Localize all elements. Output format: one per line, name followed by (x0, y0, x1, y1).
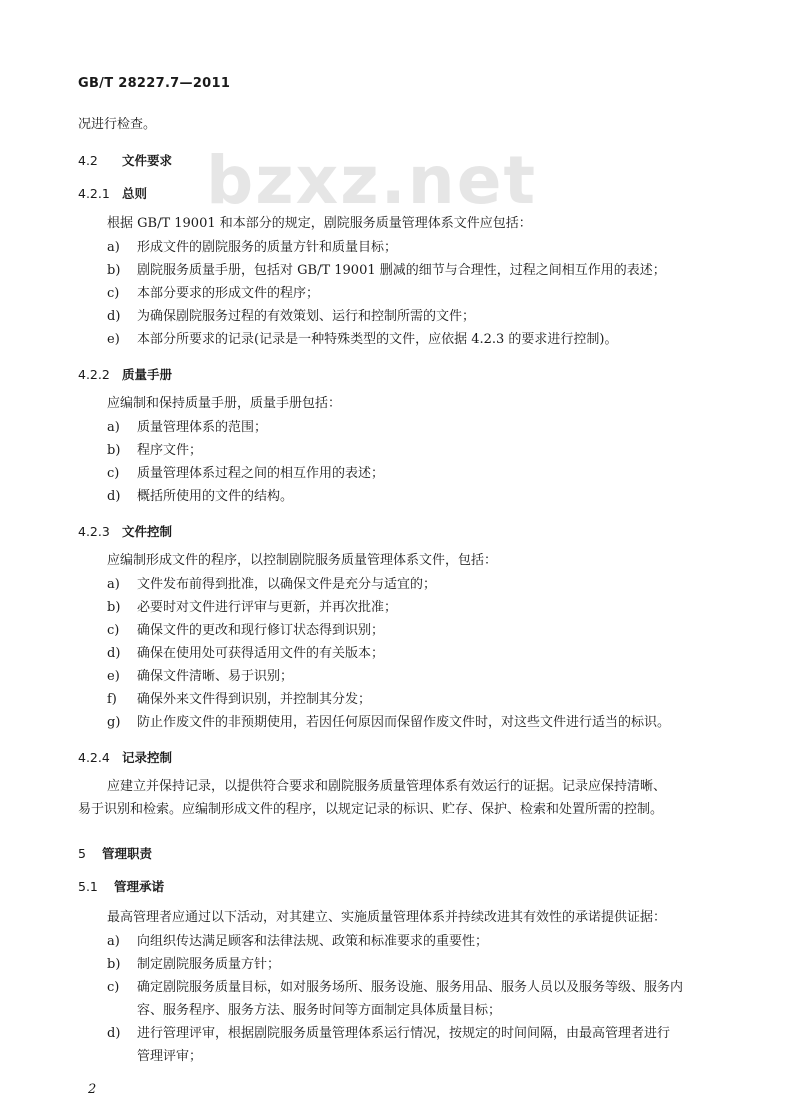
page-number: 2 (88, 1082, 97, 1097)
list-item (107, 600, 397, 615)
list-text: 确保外来文件得到识别，并控制其分发； (137, 692, 372, 707)
heading-title: 管理承诺 (114, 879, 165, 894)
list-label: g) (107, 715, 121, 730)
list-text: 防止作废文件的非预期使用，若因任何原因而保留作废文件时，对这些文件进行适当的标识。 (137, 715, 671, 730)
list-item-continuation (107, 1003, 501, 1018)
list-text: 形成文件的剧院服务的质量方针和质量目标； (137, 240, 398, 255)
list-text: 必要时对文件进行评审与更新，并再次批准； (137, 600, 398, 615)
heading-5-1 (78, 877, 164, 895)
list-item (107, 692, 371, 707)
list-text: 管理评审； (137, 1049, 203, 1064)
heading-4-2-3 (78, 522, 172, 540)
list-item (107, 489, 293, 504)
standard-header: GB/T 28227.7—2011 (78, 76, 231, 91)
list-label: b) (107, 263, 121, 278)
list-label: f) (107, 692, 117, 707)
heading-4-2-4 (78, 748, 172, 766)
list-item (107, 577, 436, 592)
heading-title: 总则 (122, 186, 148, 201)
list-label: e) (107, 332, 120, 347)
list-text: 确保在使用处可获得适用文件的有关版本； (137, 646, 385, 661)
list-text: 概括所使用的文件的结构。 (137, 489, 294, 504)
list-item (107, 1026, 670, 1041)
list-item-continuation (107, 1049, 202, 1064)
list-item (107, 957, 280, 972)
list-item (107, 286, 319, 301)
list-text: 剧院服务质量手册，包括对 GB/T 19001 删减的细节与合理性，过程之间相互作用的表述； (137, 263, 666, 278)
list-item (107, 623, 384, 638)
paragraph: 最高管理者应通过以下活动，对其建立、实施质量管理体系并持续改进其有效性的承诺提供证据： (107, 910, 667, 925)
list-text: 为确保剧院服务过程的有效策划、运行和控制所需的文件； (137, 309, 476, 324)
paragraph-line: 易于识别和检索。应编制形成文件的程序，以规定记录的标识、贮存、保护、检索和处置所需的控制。 (78, 802, 664, 817)
list-item (107, 332, 618, 347)
list-label: c) (107, 623, 120, 638)
paragraph: 根据 GB/T 19001 和本部分的规定，剧院服务质量管理体系文件应包括： (107, 216, 532, 231)
list-text: 确定剧院服务质量目标，如对服务场所、服务设施、服务用品、服务人员以及服务等级、服务内 (137, 980, 684, 995)
list-label: c) (107, 466, 120, 481)
list-label: b) (107, 600, 121, 615)
list-item (107, 715, 670, 730)
list-text: 向组织传达满足顾客和法律法规、政策和标准要求的重要性； (137, 934, 489, 949)
heading-title: 文件控制 (122, 524, 173, 539)
list-label: d) (107, 489, 121, 504)
list-label: a) (107, 934, 120, 949)
heading-title: 质量手册 (122, 367, 173, 382)
list-item (107, 309, 475, 324)
intro-line: 况进行检查。 (78, 117, 157, 132)
list-text: 确保文件的更改和现行修订状态得到识别； (137, 623, 385, 638)
list-label: b) (107, 957, 121, 972)
list-label: b) (107, 443, 121, 458)
heading-4-2-1 (78, 184, 147, 202)
list-item (107, 420, 267, 435)
list-text: 程序文件； (137, 443, 203, 458)
paragraph: 应编制和保持质量手册，质量手册包括： (107, 396, 342, 411)
heading-number: 4.2.2 (78, 367, 110, 382)
list-item (107, 980, 683, 995)
heading-4-2-2 (78, 365, 172, 383)
heading-title: 文件要求 (122, 153, 173, 168)
paragraph-line: 应建立并保持记录，以提供符合要求和剧院服务质量管理体系有效运行的证据。记录应保持清晰、 (107, 779, 667, 794)
list-text: 制定剧院服务质量方针； (137, 957, 281, 972)
list-item (107, 669, 293, 684)
heading-title: 管理职责 (102, 846, 153, 861)
list-text: 质量管理体系过程之间的相互作用的表述； (137, 466, 385, 481)
list-label: a) (107, 420, 120, 435)
list-item (107, 934, 488, 949)
heading-number: 4.2.1 (78, 186, 110, 201)
heading-number: 5.1 (78, 879, 98, 894)
list-item (107, 466, 384, 481)
list-text: 质量管理体系的范围； (137, 420, 268, 435)
list-item (107, 240, 397, 255)
list-label: e) (107, 669, 120, 684)
heading-number: 4.2.4 (78, 750, 110, 765)
list-text: 进行管理评审，根据剧院服务质量管理体系运行情况，按规定的时间间隔，由最高管理者进行 (137, 1026, 671, 1041)
list-item (107, 646, 384, 661)
list-label: d) (107, 309, 121, 324)
list-text: 本部分要求的形成文件的程序； (137, 286, 320, 301)
list-text: 文件发布前得到批准，以确保文件是充分与适宜的； (137, 577, 437, 592)
heading-number: 4.2 (78, 153, 98, 168)
heading-title: 记录控制 (122, 750, 173, 765)
list-text: 容、服务程序、服务方法、服务时间等方面制定具体质量目标； (137, 1003, 502, 1018)
watermark: bzxz.net (206, 142, 538, 219)
list-label: a) (107, 577, 120, 592)
list-label: c) (107, 286, 120, 301)
list-label: a) (107, 240, 120, 255)
list-label: d) (107, 646, 121, 661)
paragraph: 应编制形成文件的程序，以控制剧院服务质量管理体系文件，包括： (107, 553, 498, 568)
heading-number: 4.2.3 (78, 524, 110, 539)
heading-4-2 (78, 151, 172, 169)
list-label: c) (107, 980, 120, 995)
list-text: 本部分所要求的记录(记录是一种特殊类型的文件，应依据 4.2.3 的要求进行控制)。 (137, 332, 618, 347)
list-label: d) (107, 1026, 121, 1041)
heading-5 (78, 844, 152, 862)
heading-number: 5 (78, 846, 86, 861)
list-text: 确保文件清晰、易于识别； (137, 669, 294, 684)
list-item (107, 263, 666, 278)
list-item (107, 443, 202, 458)
